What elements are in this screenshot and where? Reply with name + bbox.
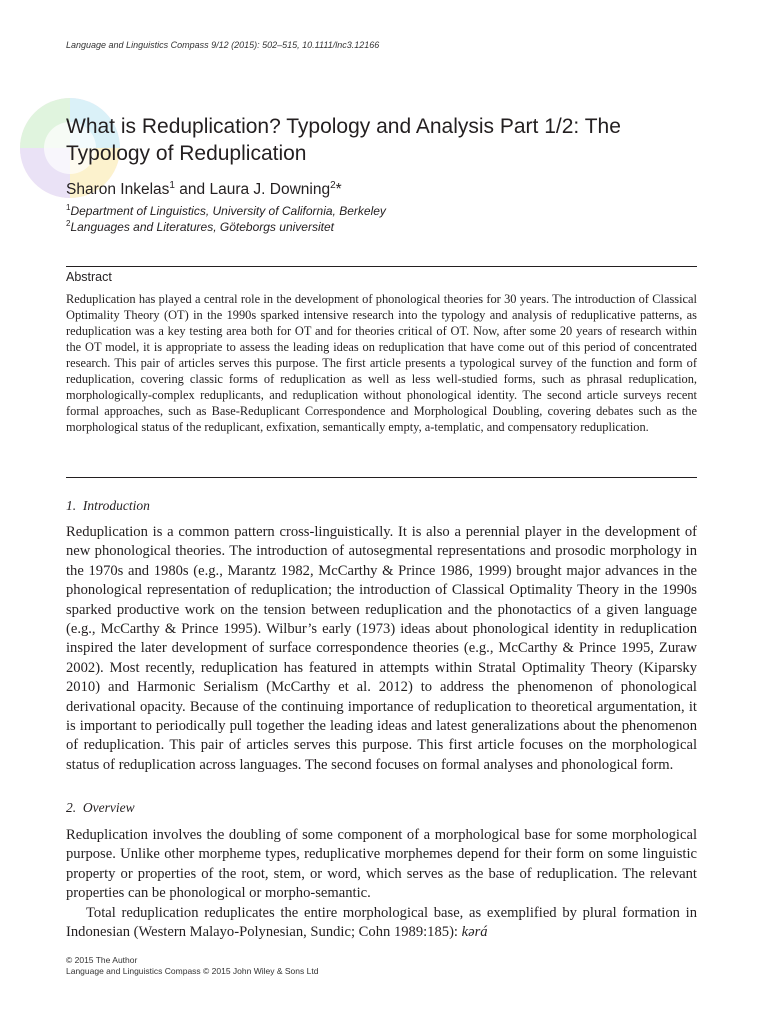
abstract-text: Reduplication has played a central role in the development of phonological theories for 30 years. The introduction of Classical Optimality Theory (OT) in the 1990s sparked intensive research into the typology and analysis of reduplicative patterns, as reduplication was a key testing area both for OT and for theories critical of OT. Now, after some 20 years of research within the OT model, it is appropriate to assess the leading ideas on reduplication that have come out of this period of concentrated research. This pair of articles serves this purpose. The first article presents a typological survey of the function and form of reduplication, covering classic forms of reduplication as well as less well-studied forms, such as phrasal reduplication, morphologically-complex reduplicants, and reduplication without phonological identity. The second article surveys recent formal approaches, such as Base-Reduplicant Correspondence and Morphological Doubling, covering debates such as the morphological status of the reduplicant, exfixation, semantically empty, a-templatic, and compensatory reduplication. [66,292,697,434]
author-affiliation-marker: 1 [169,180,175,191]
overview-body [66,826,697,942]
journal-citation-header: Language and Linguistics Compass 9/12 (2015): 502–515, 10.1111/lnc3.12166 [66,40,380,50]
author-joiner: and [174,181,210,199]
affiliation [66,203,386,218]
abstract-heading: Abstract [66,270,112,284]
copyright-line: © 2015 The Author [66,955,138,965]
affiliation-text: Department of Linguistics, University of California, Berkeley [70,204,386,218]
paragraph-text: Total reduplication reduplicates the entire morphological base, as exemplified by plural formation in Indonesian (Western Malayo-Polynesian, Sundic; Cohn 1989:185): [66,904,697,941]
page-footer [66,955,318,977]
paragraph: Reduplication involves the doubling of some component of a morphological base for some morphological purpose. Unlike other morpheme types, reduplicative morphemes depend for their form on some linguistic property or properties of the root, stem, or word, which serves as the base of reduplication. The relevant properties can be phonological or morpho-semantic. [66,827,697,902]
introduction-body [66,523,697,775]
author-affiliation-marker: 2 [330,180,336,191]
article-title: What is Reduplication? Typology and Analysis Part 1/2: The Typology of Reduplication [66,115,621,165]
affiliation [66,219,334,234]
section-heading-introduction: 1. Introduction [66,498,150,513]
affiliation-marker: 1 [66,203,71,212]
affiliation-text: Languages and Literatures, Göteborgs universitet [70,220,334,234]
abstract-bottom-rule [66,477,697,478]
paragraph [66,904,697,943]
author-name: Laura J. Downing [209,181,331,199]
journal-copyright-line: Language and Linguistics Compass © 2015 John Wiley & Sons Ltd [66,966,319,976]
example-word: kərá [461,924,488,941]
section-heading-overview: 2. Overview [66,800,135,815]
paragraph: Reduplication is a common pattern cross-linguistically. It is also a perennial player in the development of new phonological theories. The introduction of autosegmental representations and prosodic morphology in the 1970s and 1980s (e.g., Marantz 1982, McCarthy & Prince 1986, 1999) brought major advances in the phonological representation of reduplication; the introduction of Classical Optimality Theory in the 1990s sparked productive work on the tension between reduplication and the phonotactics of a given language (e.g., McCarthy & Prince 1995). Wilbur’s early (1973) ideas about phonological identity in reduplication inspired the later development of surface correspondence theories (e.g., McCarthy & Prince 1995, Zuraw 2002). Most recently, reduplication has featured in attempts within Stratal Optimality Theory (Kiparsky 2010) and Harmonic Serialism (McCarthy et al. 2012) to address the phenomenon of phonological derivational opacity. Because of the continuing importance of reduplication to theoretical argumentation, it is important to periodically pull together the leading ideas and latest generalizations about the phenomenon of reduplication. This pair of articles serves this purpose. This first article focuses on the morphological status of reduplication across languages. The second focuses on formal analyses and phonological form. [66,524,697,773]
affiliation-marker: 2 [66,219,71,228]
author-name: Sharon Inkelas [66,181,170,199]
author-line [66,180,342,199]
abstract-top-rule [66,266,697,267]
corresponding-author-star: * [335,181,342,199]
